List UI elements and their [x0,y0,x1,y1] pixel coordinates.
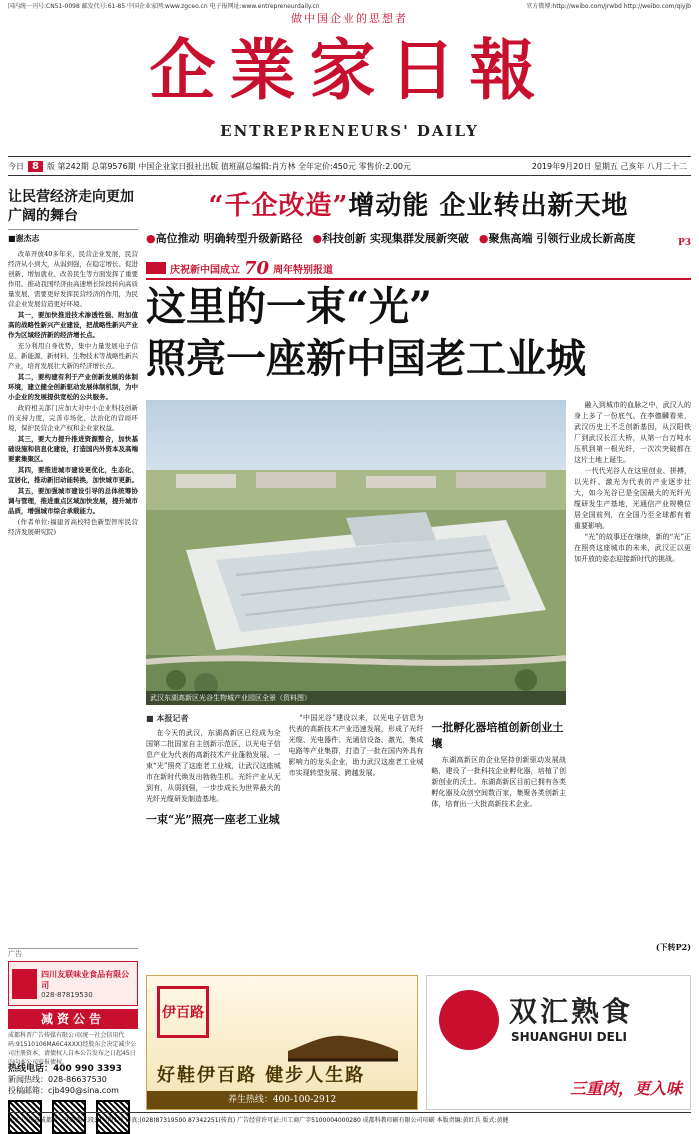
right-para: 一代代光谷人在这里创业、拼搏，以光纤、激光为代表的产业逐步壮大，如今光谷已是全国最大的光纤光缆研发生产基地，光通信产业规模位居全国前列，在全国乃至全球都有着重要影响。 [574,467,691,530]
article-para: “中国光谷”建设以来，以光电子信息为代表的高新技术产业迅速发展，形成了光纤光缆、光电器件、光通信设备、激光、集成电路等产业集群，打造了一批在国内外具有影响力的龙头企业，助力武汉这座老工业城市实现转型发展、跨越发展。 [288,714,424,777]
left-para: 政府相关部门应加大对中小企业科技创新的支持力度，完善市场化、法治化的营商环境，保护民营企业产权和企业家权益。 [8,404,138,432]
footer-bar: 地址:四川省成都市一环路西三段33号附1号 传真:(028)87319500 87342251(传真) 广告经营许可证:川工商广字5100004000280 成都科教印刷有限公司印刷 本版责编:黄红兵 版式:黄健 [8,1112,691,1124]
article-column-1 [146,713,281,953]
top-info-bar [0,0,699,10]
right-para: “光”的故事还在继续，新的“光”正在照亮这座城市的未来，武汉正以更加开放的姿态迎接新时代的挑战。 [574,533,691,563]
anniversary-number: 70 [244,257,270,279]
article-column-3 [431,713,566,953]
bullet-icon: ● [312,232,323,245]
sub-headlines [146,230,691,246]
right-text-column [574,400,691,952]
sub-item: ●聚焦高端 引领行业成长新高度 [478,232,636,245]
anniversary-banner: 庆祝新中国成立 70 周年特别报道 [146,258,691,280]
left-article-title[interactable]: 让民营经济走向更加广阔的舞台 [8,189,134,224]
shuanghui-ad[interactable] [426,975,691,1110]
left-para: 改革开放40多年来，民营企业发展，民营经济从小到大，从弱到强，在稳定增长、促进创新、增加就业、改善民生等方面发挥了重要作用。推动我国经济由高速增长阶段转向高质量发展，需要更好发挥民营经济的作用，为民营企业发展营造更好环境。 [8,250,138,308]
bullet-icon: ● [478,232,489,245]
photo-caption: 武汉东湖高新区光谷生物城产业园区全景（资料图） [146,691,566,705]
see-page-link[interactable]: P3 [677,238,691,248]
capital-reduction-note: 成都科晋广告传媒有限公司(统一社会信用代码:91510106MA6C4XXX)经股东会决定减少公司注册资本，请债权人自本公告发布之日起45日内向本公司申报债权。 [8,1032,137,1066]
news-hotline: 新闻热线：028-86637530 [8,1075,107,1084]
left-para: 其二，要构建有利于产业创新发展的体制环境，建立健全创新驱动发展体制机制，为中小企业的发展提供宽松的公共服务。 [8,373,138,401]
youlian-company: 四川友联味业食品有限公司 [41,969,130,990]
yibailu-ad[interactable] [146,975,418,1110]
left-para: 其一，要加快推进技术渗透性强、附加值高的战略性新兴产业建设，把战略性新兴产业作为区域经济新的经济增长点。 [8,311,138,339]
article-para: 东湖高新区的企业坚持创新驱动发展战略，建设了一批科技企业孵化器，培植了创新创业的沃土。东湖高新区目前已拥有各类孵化器及众创空间数百家，集聚各类创新主体，培育出一大批高新技术企业。 [431,756,567,808]
left-para: 其四，要推进城市建设更优化，生态化、宜居化，推动新旧动能转换，加快城市更新。 [8,466,138,484]
left-para: 充分利用自身优势，集中力量发展电子信息、新能源、新材料、生物技术等战略性新兴产业，培育发展壮大新的经济增长点。 [8,342,138,370]
shuanghui-name: 双汇熟食 [509,995,634,1028]
section-subhead: 一批孵化器培植创新创业土壤 [431,721,564,750]
article-columns [146,713,566,953]
left-para: (作者单位:福建省高校特色新型智库民营经济发展研究院) [8,518,138,536]
today-label: 今日 [8,161,24,171]
flag-icon [146,262,166,274]
left-para: 其五，要加强城市建设引导的总体统筹协调与管理，推进重点区域加快发展，提升城市品质，增强城市综合承载能力。 [8,487,138,515]
shuanghui-slogan: 三重肉，更入味 [569,1079,682,1098]
yibailu-hotline: 养生热线：400-100-2912 [147,1091,417,1109]
main-title-line1[interactable]: 这里的一束“光” [146,283,433,330]
sub-item: ●科技创新 实现集群发展新突破 [312,232,469,245]
page-count: 8 [28,161,43,172]
continued-link[interactable]: (下转P2) [655,942,691,952]
masthead-slogan: 做中国企业的思想者 [291,12,408,25]
left-article-byline: ■谢杰志 [8,229,138,244]
masthead-title: 企業家日報 [149,31,550,109]
main-title-line2[interactable]: 照亮一座新中国老工业城 [146,335,586,382]
yibailu-seal: 伊百路 [157,986,209,1038]
edition-info-bar [8,156,691,176]
article-column-2 [289,713,424,953]
issue-date: 2019年9月20日 星期五 己亥年 八月二十二 [531,161,687,171]
aerial-photo[interactable] [146,400,566,705]
bottom-ads [146,975,691,1110]
masthead-english: ENTREPRENEURS' DAILY [220,122,479,140]
main-area [146,188,691,952]
left-column [8,188,138,948]
shuanghui-logo-icon [439,990,499,1050]
aerial-photo-image [146,400,566,705]
top-headline[interactable] [146,188,691,228]
shoe-icon [283,1016,403,1066]
youlian-logo-icon [12,969,37,999]
capital-reduction-banner: 减资公告 [8,1009,138,1029]
bullet-icon: ● [146,232,156,245]
left-ad-area [8,948,138,1108]
top-info-left: 国内统一刊号:CN51-0098 邮发代号:61-85 中国企业家网:www.zgceo.cn 电子报网址:www.entrepreneurdaily.cn [8,3,320,10]
edition-info: 版 第242期 总第9576期 中国企业家日报社出版 值班副总编辑:肖方林 全年定价:450元 零售价:2.00元 [46,161,412,171]
yibailu-slogan: 好鞋伊百路 健步人生路 [157,1065,366,1086]
article-para: 在今天的武汉，东湖高新区已经成为全国第二批国家自主创新示范区，以光电子信息产业为代表的高新技术产业蓬勃发展。一束“光”照亮了这座老工业城，让武汉这座城市在新时代焕发出勃勃生机。光纤产业从无到有，从弱到强，一步步成长为世界最大的光纤光缆研发制造基地。 [146,729,281,803]
headline-rest: 增动能 企业转出新天地 [348,191,629,221]
section-subhead: 一束“光”照亮一座老工业城 [146,813,280,826]
youlian-ad[interactable] [8,961,138,1006]
left-para: 其三，要大力提升推进资源整合，加快基础设施和信息化建设，打造国内外资本及高端要素集聚区。 [8,435,138,463]
left-article-body [8,249,138,537]
top-info-right: 官方微博:http://weibo.com/jrwbd http://weibo.com/qiyjb [526,3,691,10]
shuanghui-english: SHUANGHUI DELI [511,1030,627,1044]
youlian-phone: 028-87819530 [41,990,93,999]
submission-email[interactable]: 投稿邮箱：cjb490@sina.com [8,1086,119,1095]
right-para: 融入到城市的血脉之中，武汉人的身上多了一份底气。在李德麟看来，武汉历史上不乏创新基因，从汉阳铁厂到武汉长江大桥，从第一台万吨水压机到第一根光纤，一次次突破都在这片土地上诞生。 [574,401,691,464]
ad-tag: 广告 [8,950,22,958]
headline-highlight: “千企改造” [208,191,349,221]
article-byline: ■ 本报记者 [146,713,189,723]
sub-item: ●高位推动 明确转型升级新路径 [146,232,303,245]
hotline: 热线电话：400 990 3393 [8,1064,122,1074]
